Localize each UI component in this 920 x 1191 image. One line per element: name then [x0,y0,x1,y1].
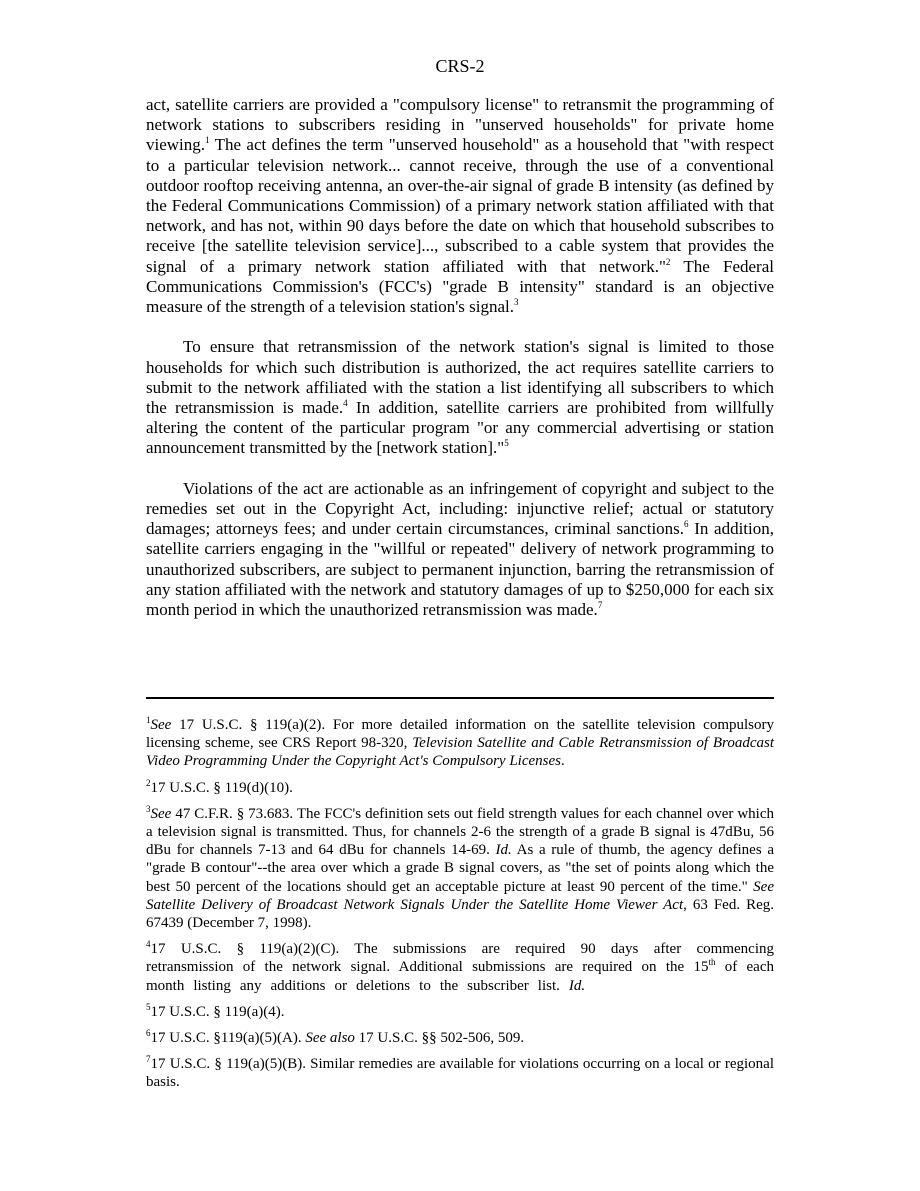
paragraph: To ensure that retransmission of the network station's signal is limited to those households for which such distribution is authorized, the act requires satellite carriers to submit to the network affiliated with the station a list identifying all subscribers to which the retransmission is made.$^4$ In addition, satellite carriers are prohibited from willfully altering the content of the particular program "or any commercial advertising or station announcement transmitted by the [network station]."$^5$ [146,337,774,458]
footnote: $^4$17 U.S.C. § 119(a)(2)(C). The submissions are required 90 days after commencing retransmission of the network signal. Additional submissions are required on the 15th of each month listing any additions or deletions to the subscriber list. Id. [146,939,775,994]
footnote-ref: 3 [514,297,519,308]
cited-title: Television Satellite and Cable Retransmission of Broadcast Video Programming Under the Copyright Act's Compulsory Licenses [146,735,774,770]
cited-title: See Satellite Delivery of Broadcast Network Signals Under the Satellite Home Viewer Act, [146,878,774,913]
footnote: $^3$See 47 C.F.R. § 73.683. The FCC's definition sets out field strength values for each channel over which a television signal is transmitted. Thus, for channels 2-6 the strength of a grade B signal is 47dBu, 56 dBu for channels 7-13 and 64 dBu for channels 14-69. Id. As a rule of thumb, the agency defines a "grade B contour"--the area over which a grade B signal covers, as "the set of points along which the best 50 percent of the locations should get an acceptable picture at least 90 percent of the time." See Satellite Delivery of Broadcast Network Signals Under the Satellite Home Viewer Act, 63 Fed. Reg. 67439 (December 7, 1998). [146,803,774,932]
footnote: $^1$See 17 U.S.C. § 119(a)(2). For more detailed information on the satellite television compulsory licensing scheme, see CRS Report 98-320, Television Satellite and Cable Retransmission of Broadcast Video Programming Under the Copyright Act's Compulsory Licenses. [146,715,774,770]
footnote-ref: 4 [343,398,348,409]
footnote-ref: 5 [504,438,509,449]
footnote-number: 7 [146,1054,151,1065]
footnote: $^6$17 U.S.C. §119(a)(5)(A). See also 17 U.S.C. §§ 502-506, 509. [146,1028,525,1047]
footnote-number: 1 [146,715,151,725]
paragraph: Violations of the act are actionable as an infringement of copyright and subject to the remedies set out in the Copyright Act, including: injunctive relief; actual or statutory damages; attorneys fees; and under certain circumstances, criminal sanctions.$^6$ In addition, satellite carriers engaging in the "willful or repeated" delivery of network programming to unauthorized subscribers, are subject to permanent injunction, barring the retransmission of any station affiliated with the network and statutory damages of up to $250,000 for each six month period in which the unauthorized retransmission was made.$^7$ [146,478,774,620]
body-text [146,95,774,640]
footnote-divider [146,697,774,699]
footnote-number: 4 [146,939,151,950]
footnotes-section [146,716,774,1100]
footnote-ref: 6 [684,519,689,530]
footnote-ref: 7 [597,600,603,611]
footnote-number: 6 [146,1028,151,1039]
footnote-number: 5 [146,1001,151,1012]
page-header: CRS-2 [435,56,485,76]
footnote-ref: 2 [665,256,671,267]
footnote: $^5$17 U.S.C. § 119(a)(4). [146,1001,285,1020]
paragraph: act, satellite carriers are provided a "compulsory license" to retransmit the programming of network stations to subscribers residing in "unserved households" for private home viewing.$^1$ The act defines the term "unserved household" as a household that "with respect to a particular television network... cannot receive, through the use of a conventional outdoor rooftop receiving antenna, an over-the-air signal of grade B intensity (as defined by the Federal Communications Commission) of a primary network station affiliated with that network, and has not, within 90 days before the date on which that household subscribes to receive [the satellite television service]..., subscribed to a cable system that provides the signal of a primary network station affiliated with that network."$^2$ The Federal Communications Commission's (FCC's) "grade B intensity" standard is an objective measure of the strength of a television station's signal.$^3$ [146,95,774,317]
footnote-number: 2 [146,777,151,788]
footnote: $^2$17 U.S.C. § 119(d)(10). [146,777,293,796]
footnote-number: 3 [146,803,151,814]
footnote-ref: 1 [205,135,210,146]
footnote: $^7$17 U.S.C. § 119(a)(5)(B). Similar remedies are available for violations occurring on a local or regional basis. [146,1054,774,1091]
